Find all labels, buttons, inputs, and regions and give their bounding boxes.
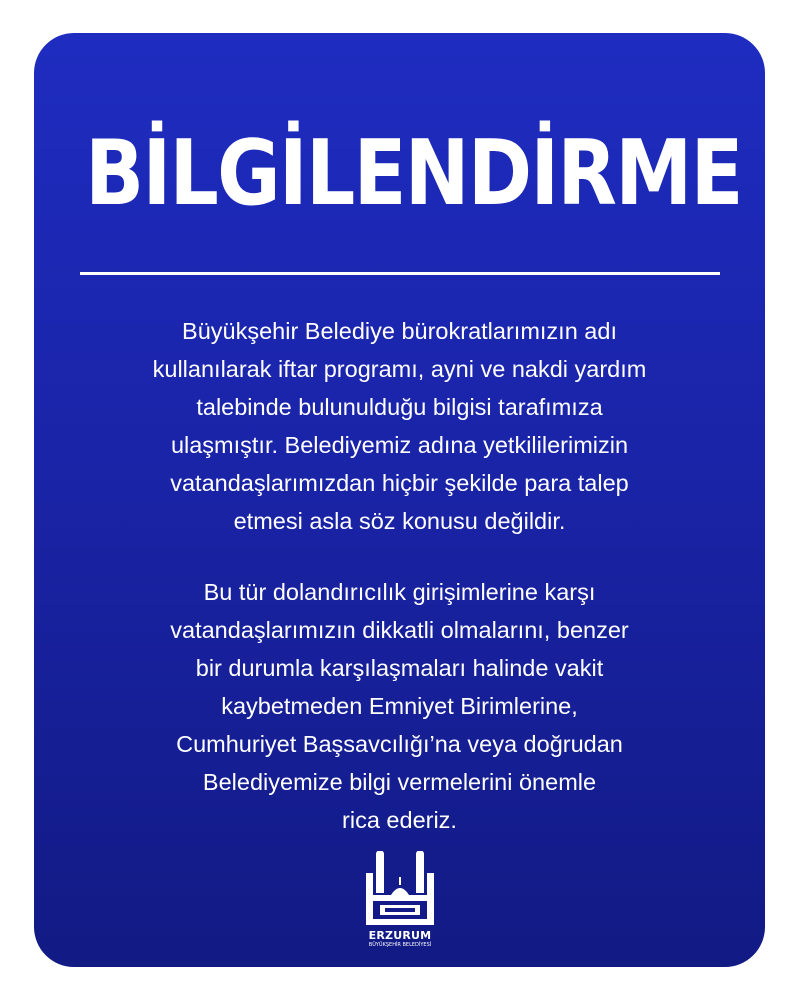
title-divider bbox=[80, 272, 720, 275]
logo-subtitle: BÜYÜKŞEHİR BELEDİYESİ bbox=[368, 942, 432, 948]
paragraph-line: kullanılarak iftar programı, ayni ve nakdi yardım bbox=[152, 356, 647, 382]
paragraph-line: rica ederiz. bbox=[342, 807, 457, 833]
paragraph-line: ulaşmıştır. Belediyemiz adına yetkililerimizin bbox=[170, 432, 629, 458]
paragraph-line: bir durumla karşılaşmaları halinde vakit bbox=[195, 655, 604, 681]
paragraph-line: etmesi asla söz konusu değildir. bbox=[233, 508, 566, 534]
logo-name: ERZURUM bbox=[368, 929, 432, 942]
announcement-paragraph-1 bbox=[74, 312, 725, 540]
paragraph-line: Belediyemize bilgi vermelerini önemle bbox=[202, 769, 597, 795]
announcement-paragraph-2 bbox=[74, 573, 725, 839]
paragraph-line: Cumhuriyet Başsavcılığı’na veya doğrudan bbox=[176, 731, 623, 757]
paragraph-line: vatandaşlarımızın dikkatli olmalarını, benzer bbox=[170, 617, 629, 643]
paragraph-line: talebinde bulunulduğu bilgisi tarafımıza bbox=[196, 394, 603, 420]
erzurum-logo bbox=[360, 851, 440, 951]
paragraph-line: Büyükşehir Belediye bürokratlarımızın adı bbox=[182, 318, 617, 344]
erzurum-twin-minaret-logo-icon bbox=[360, 851, 440, 929]
paragraph-line: kaybetmeden Emniyet Birimlerine, bbox=[221, 693, 578, 719]
paragraph-line: Bu tür dolandırıcılık girişimlerine karşı bbox=[203, 579, 596, 605]
announcement-title: BİLGİLENDİRME bbox=[85, 121, 742, 226]
announcement-card bbox=[34, 33, 765, 967]
paragraph-line: vatandaşlarımızdan hiçbir şekilde para talep bbox=[170, 470, 629, 496]
